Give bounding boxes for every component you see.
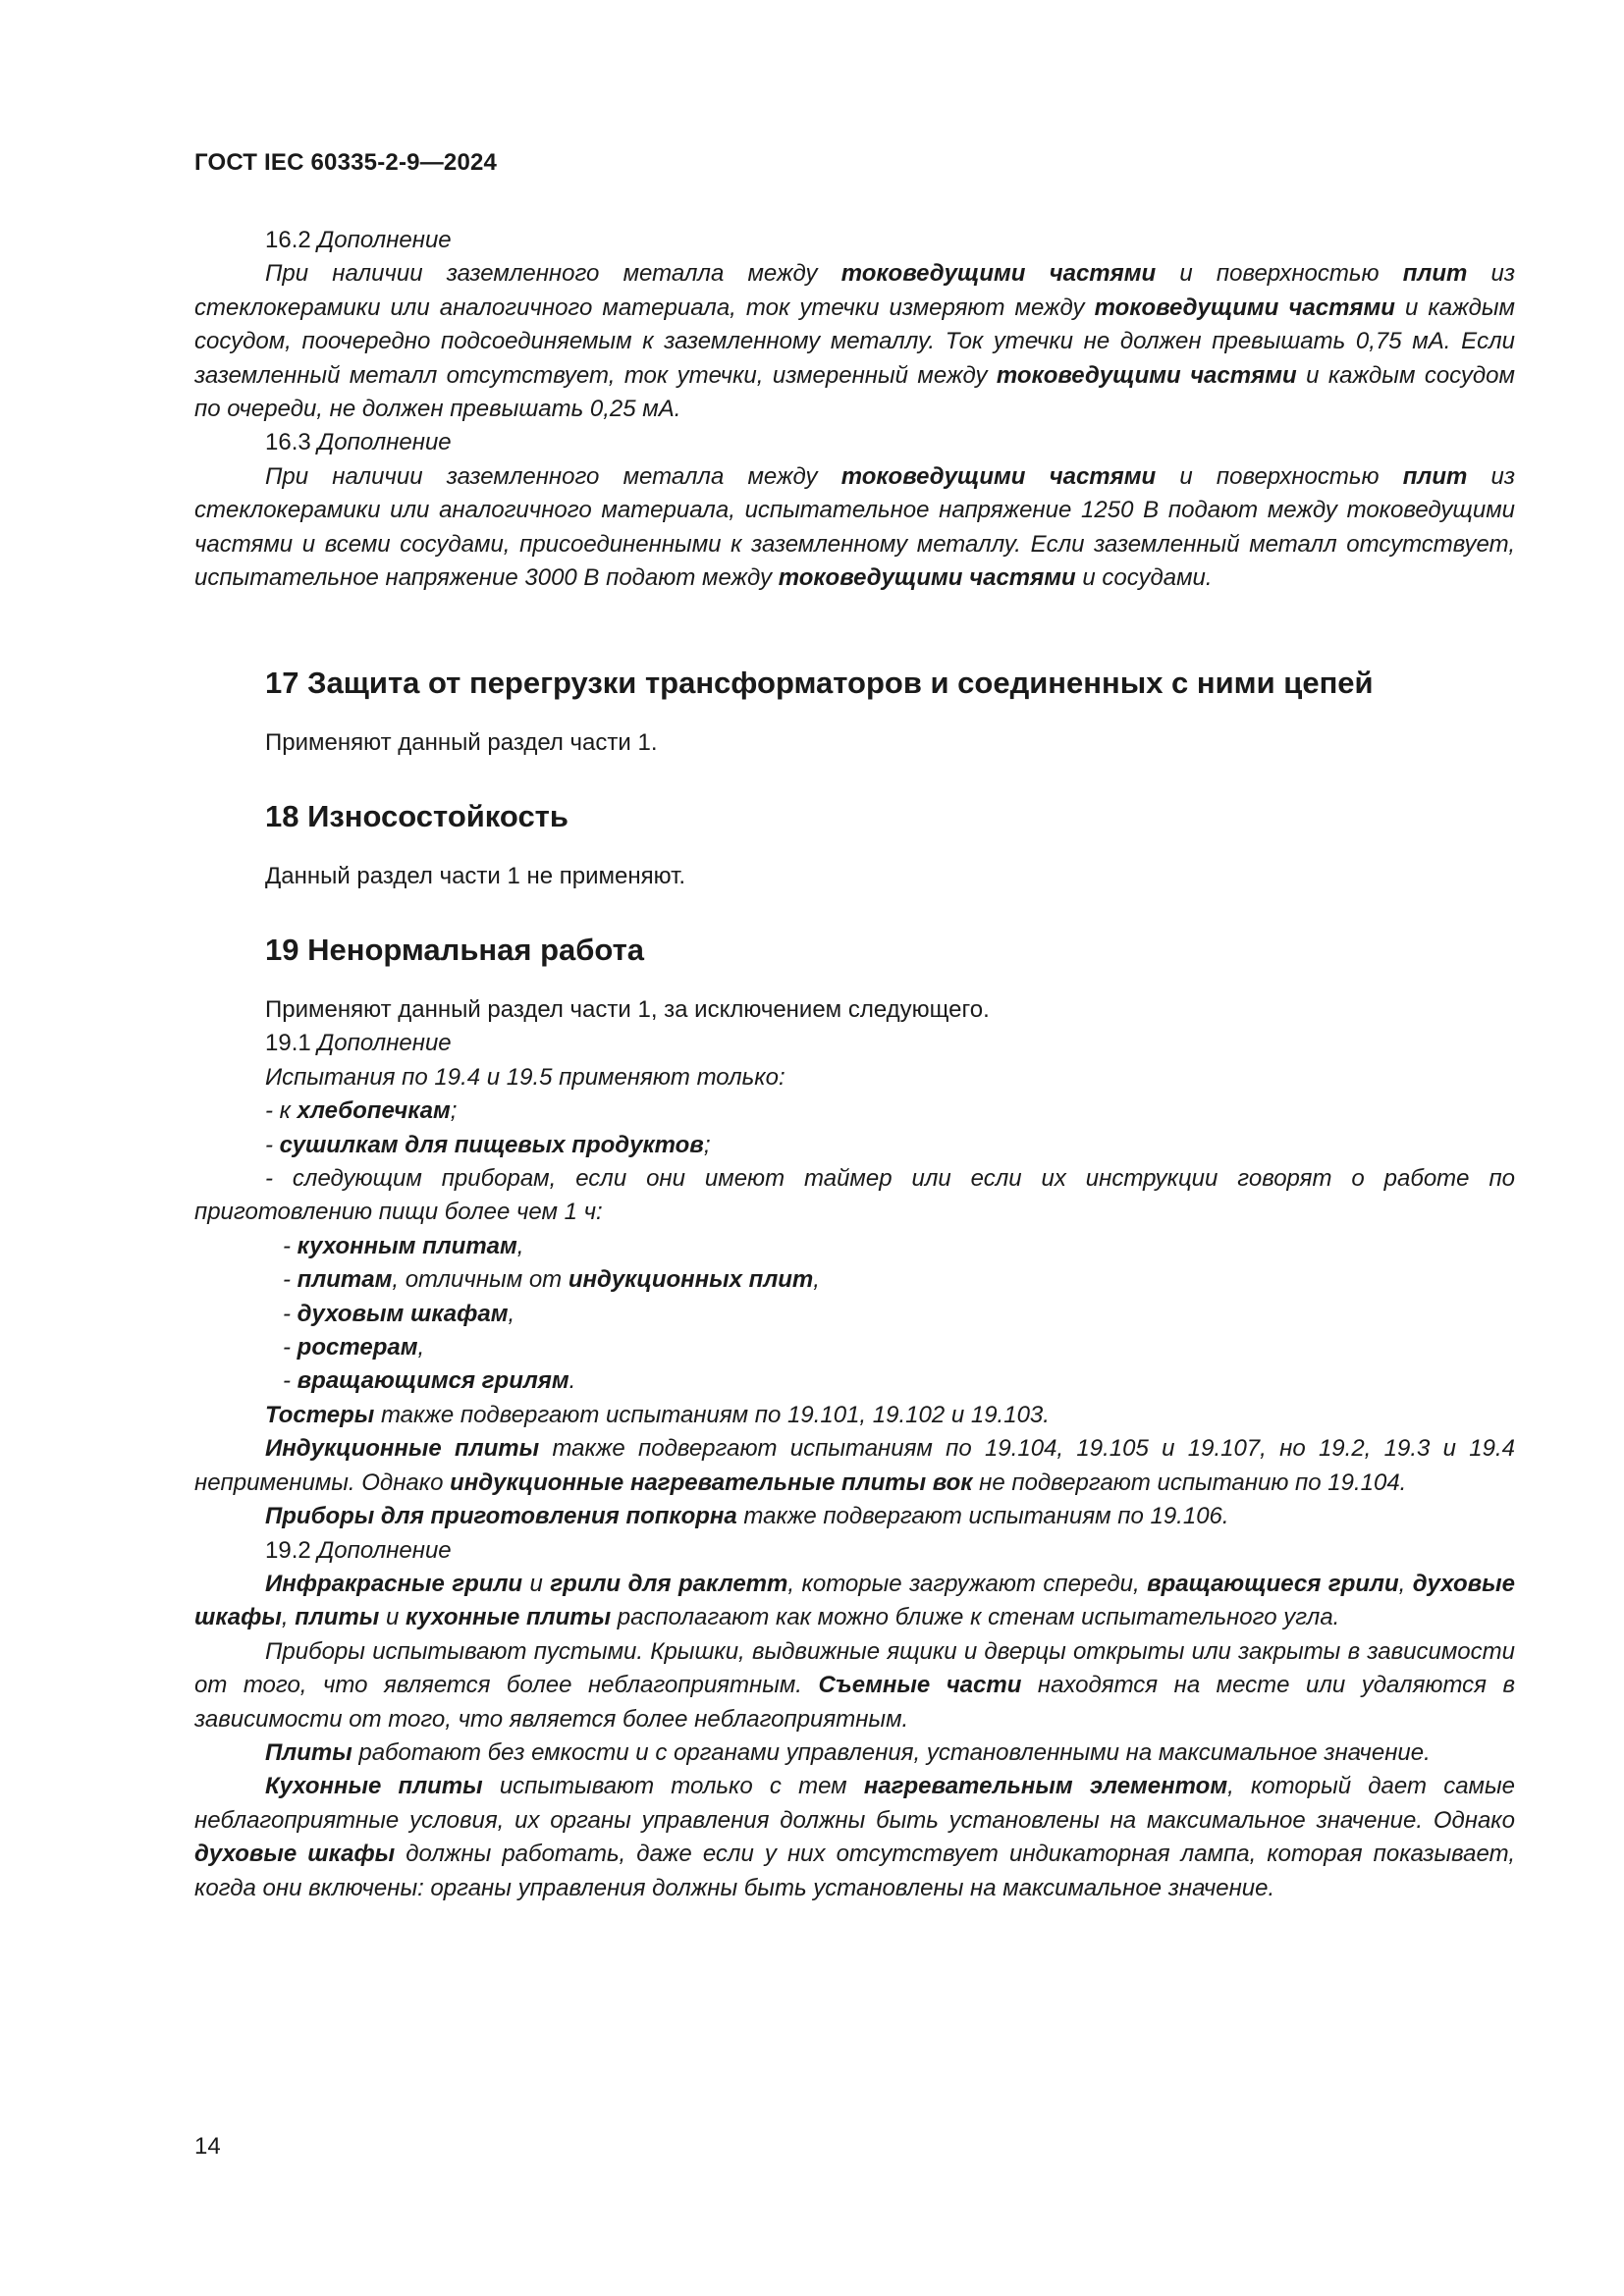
term: токоведущими частями (996, 361, 1297, 389)
term: плит (1402, 462, 1468, 490)
sub-list-item (194, 1331, 1515, 1364)
document-header: ГОСТ IEC 60335-2-9—2024 (194, 149, 498, 176)
section-19-heading: 19 Ненормальная работа (265, 933, 645, 967)
term: токоведущими частями (1094, 294, 1395, 321)
term: нагревательным элементом (863, 1773, 1228, 1800)
term: индукционные нагревательные плиты вок (450, 1468, 973, 1496)
text-run: и (379, 1604, 406, 1631)
term: кухонным плитам (297, 1232, 517, 1259)
text-run: также подвергают испытаниям по 19.101, 19.102 и 19.103. (374, 1401, 1050, 1428)
list-item (194, 1095, 1515, 1128)
sub-list-item (194, 1230, 1515, 1263)
sub-list-item (194, 1298, 1515, 1331)
sub-list-item (194, 1263, 1515, 1297)
term: токоведущими частями (778, 564, 1076, 592)
clause-number: 19.1 (265, 1030, 311, 1057)
text-run: , (516, 1232, 524, 1259)
term: Индукционные плиты (265, 1435, 540, 1463)
popcorn-paragraph (194, 1500, 1515, 1533)
term: Плиты (265, 1738, 352, 1766)
term: грили для раклетт (550, 1570, 788, 1597)
text-run: , которые загружают спереди, (787, 1570, 1148, 1597)
text-run: испытывают только с тем (482, 1773, 864, 1800)
text-run: находятся на месте или удаляются в зависимости от того, что является более неблагоприятным. (194, 1672, 1515, 1733)
term: Приборы для приготовления попкорна (265, 1503, 737, 1530)
term: вращающиеся грили (1147, 1570, 1399, 1597)
term: хлебопечкам (297, 1097, 451, 1125)
text-run: работают без емкости и с органами управления, установленными на максимальное значение. (352, 1738, 1431, 1766)
term: духовые шкафы (194, 1841, 396, 1868)
clause-19-1-heading (194, 1027, 1515, 1060)
section-17-heading: 17 Защита от перегрузки трансформаторов и соединенных с ними цепей (265, 666, 1374, 700)
text-run: из стеклокерамики или аналогичного материала, ток утечки измеряют между (194, 260, 1516, 321)
term: ростерам (297, 1334, 418, 1362)
term: плит (1402, 260, 1468, 288)
term: токоведущими частями (840, 260, 1157, 288)
sub-list-item (194, 1364, 1515, 1398)
clause-16-3-text (194, 460, 1515, 596)
clause-16-3-heading (194, 426, 1515, 459)
text-run: - (283, 1300, 298, 1327)
term: Тостеры (265, 1401, 375, 1428)
text-run: и сосудами. (1075, 564, 1213, 592)
text-run: . (568, 1367, 576, 1395)
text-run: и каждым сосудом по очереди, не должен превышать 0,25 мА. (194, 361, 1515, 423)
clause-19-1-tests: Испытания по 19.4 и 19.5 применяют только: (265, 1063, 785, 1091)
clause-label: Дополнение (317, 429, 452, 456)
text-run: - к (265, 1097, 298, 1125)
section-19-body (194, 993, 1515, 1905)
text-run: Приборы испытывают пустыми. Крышки, выдвижные ящики и дверцы открыты или закрыты в зависимости от того, что является более неблагоприятным. (194, 1637, 1515, 1699)
text-run: и каждым сосудом, поочередно подсоединяемым к заземленному металлу. Ток утечки не должен превышать 0,75 мА. Если заземленный металл отсутствует, ток утечки, измеренный между (194, 294, 1515, 389)
term: индукционных плит (568, 1266, 814, 1294)
section-17-text: Применяют данный раздел части 1. (265, 729, 658, 756)
text-run: должны работать, даже если у них отсутствует индикаторная лампа, которая показывает, когда они включены: органы управления должны быть установлены на максимальное значение. (194, 1841, 1515, 1901)
text-run: - (283, 1334, 298, 1362)
text-run: и поверхностью (1156, 462, 1403, 490)
text-run: , (813, 1266, 820, 1294)
clause-number: 16.3 (265, 429, 311, 456)
text-run: - (283, 1367, 298, 1395)
text-run: ; (703, 1131, 711, 1158)
text-run: из стеклокерамики или аналогичного материала, испытательное напряжение 1250 В подают между токоведущими частями и всеми сосудами, присоединенными к заземленному металлу. Если заземленный металл отсутствует, испытательное напряжение 3000 В подают между (194, 462, 1516, 592)
clause-number: 16.2 (265, 227, 311, 253)
text-run: располагают как можно ближе к стенам испытательного угла. (611, 1604, 1340, 1631)
clause-label: Дополнение (317, 227, 452, 253)
term: плиты (295, 1604, 380, 1631)
clause-19-2-heading (194, 1534, 1515, 1568)
section-18-heading: 18 Износостойкость (265, 799, 568, 833)
page-number: 14 (194, 2133, 221, 2160)
text-run: и поверхностью (1156, 260, 1403, 288)
text-run: также подвергают испытаниям по 19.106. (736, 1503, 1229, 1530)
text-run: - (283, 1266, 298, 1294)
term: Съемные части (818, 1672, 1022, 1699)
clause-19-2-para-4 (194, 1770, 1515, 1905)
text-run: , отличным от (392, 1266, 568, 1294)
induction-paragraph (194, 1432, 1515, 1500)
clause-19-2-para-3 (194, 1736, 1515, 1770)
text-run: ; (450, 1097, 458, 1125)
text-run: , (417, 1334, 425, 1362)
text-run: , (508, 1300, 515, 1327)
clause-label: Дополнение (317, 1536, 452, 1564)
term: Кухонные плиты (265, 1773, 483, 1800)
term: токоведущими частями (840, 462, 1157, 490)
clause-16-2-text (194, 257, 1515, 426)
clause-number: 19.2 (265, 1536, 311, 1564)
term: Инфракрасные грили (265, 1570, 523, 1597)
text-run: При наличии заземленного металла между (265, 462, 841, 490)
section-16-additions (194, 224, 1515, 595)
text-run: не подвергают испытанию по 19.104. (972, 1468, 1407, 1496)
list-item (194, 1129, 1515, 1162)
text-run: - (283, 1232, 298, 1259)
term: духовые шкафы (194, 1570, 1516, 1631)
clause-19-2-para-2 (194, 1635, 1515, 1736)
text-run: , (1398, 1570, 1413, 1597)
list-item: - следующим приборам, если они имеют таймер или если их инструкции говорят о работе по приготовлению пищи более чем 1 ч: (194, 1165, 1515, 1226)
toasters-paragraph (194, 1399, 1515, 1432)
text-run: При наличии заземленного металла между (265, 260, 841, 288)
text-run: , который дает самые неблагоприятные условия, их органы управления должны быть установлены на максимальное значение. Однако (194, 1773, 1515, 1834)
clause-16-2-heading (194, 224, 1515, 257)
text-run: и (522, 1570, 551, 1597)
term: духовым шкафам (297, 1300, 509, 1327)
text-run: - (265, 1131, 280, 1158)
clause-19-2-para-1 (194, 1568, 1515, 1635)
text-run: , (281, 1604, 296, 1631)
term: сушилкам для пищевых продуктов (279, 1131, 704, 1158)
section-18-text: Данный раздел части 1 не применяют. (265, 863, 686, 889)
section-19-intro: Применяют данный раздел части 1, за исключением следующего. (265, 996, 990, 1023)
term: вращающимся грилям (297, 1367, 569, 1395)
term: плитам (297, 1266, 393, 1294)
term: кухонные плиты (406, 1604, 612, 1631)
clause-label: Дополнение (317, 1030, 452, 1057)
text-run: также подвергают испытаниям по 19.104, 19.105 и 19.107, но 19.2, 19.3 и 19.4 неприменимы. Однако (194, 1435, 1515, 1496)
